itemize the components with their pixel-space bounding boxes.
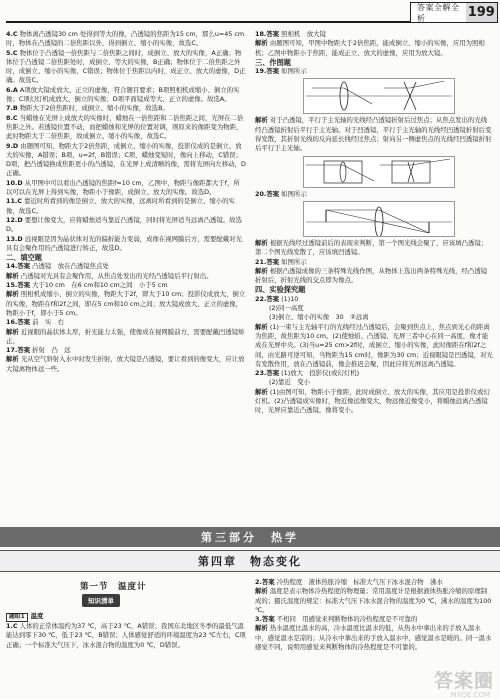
answer-item	[255, 258, 493, 267]
answer-number: 解析	[255, 39, 268, 48]
watermark-url: MXQE.COM	[450, 691, 490, 699]
answer-text: (3)倒立、缩小的实像 30 ②远离	[269, 313, 369, 322]
answer-text: 温度是表示物体冷热程度的物理量；常用温度计是根据液体热胀冷缩的原理制成的；摄氏温度的规定：标准大气压下冰水混合物的温度为0 ℃，沸水的温度为100 ℃。	[255, 587, 492, 614]
fill-answers	[6, 262, 246, 374]
answer-number: 16.答案	[6, 318, 31, 327]
answer-number: 解析	[6, 327, 19, 336]
answer-item	[255, 578, 493, 587]
answer-number: 解析	[255, 624, 268, 633]
answer-text: 如图所示	[281, 67, 307, 76]
answer-number: 解析	[255, 387, 268, 396]
answer-item	[6, 49, 246, 86]
answer-item	[6, 104, 246, 113]
answer-item	[255, 239, 493, 258]
answer-number: 7.B	[6, 104, 18, 113]
answer-item	[6, 272, 246, 281]
chapter-title: 第四章 物态变化	[198, 555, 302, 568]
answer-text: 近视眼的晶状体太厚，折光能力太强，使像成在视网膜前方，需要配戴凹透镜矫正。	[6, 327, 245, 345]
answer-item	[6, 216, 246, 235]
answer-text: 照相机 放大镜	[281, 30, 326, 38]
answer-number: 22.答案	[255, 294, 280, 303]
answer-text: 如图所示	[281, 189, 307, 198]
exp-section-title: 四、实验探究题	[255, 285, 306, 295]
answer-item	[255, 267, 493, 286]
answer-item	[255, 39, 493, 58]
page-number: 199	[466, 3, 497, 22]
answer-number: 21.答案	[255, 257, 280, 266]
answer-number: 解析	[255, 587, 268, 596]
answer-number: 解析	[255, 322, 268, 331]
answer-number: 17.答案	[6, 346, 31, 355]
answer-item	[6, 197, 246, 216]
answer-text: 由题图可知，甲图中物距大于2倍焦距，能成倒立、缩小的实像，应用为照相机；乙图中物距小于焦距，能成正立、放大的虚像，应用为放大镜。	[255, 39, 485, 57]
answer-text: 不相同 用感觉来判断物体的冷热程度是不可靠的	[276, 615, 418, 624]
answer-text: 光从空气斜射入水中时发生折射，放大镜是凸透镜，要让看到的像变大，应让放大镜离物体远一些。	[6, 355, 245, 373]
answer-item	[6, 281, 246, 290]
answer-item	[255, 304, 493, 313]
answer-item	[255, 388, 493, 416]
answer-number: 23.答案	[255, 369, 280, 378]
answer-item	[255, 30, 493, 39]
answer-number: 18.答案	[255, 30, 280, 38]
answer-text: (1)放大 投影仪(或幻灯机)	[281, 369, 360, 378]
answer-item	[6, 114, 246, 142]
answer-text: 根据光线经过透镜前后的表现来判断，第一个图光线会聚了，应该填凸透镜；第二个图光线发散了，应该填凹透镜。	[255, 238, 488, 257]
answer-item	[6, 290, 246, 318]
answer-number: 2.答案	[255, 578, 275, 586]
answer-item	[6, 328, 246, 347]
answer-text: 前 实 右	[32, 318, 65, 327]
answer-item	[6, 142, 246, 179]
answer-text: 物体离凸透镜30 cm 处得到等大的像，凸透镜的焦距为15 cm，那么u=45 cm时，物体在凸透镜的二倍焦距以外，得到倒立、缩小的实像，故选C。	[6, 30, 245, 48]
answer-item	[6, 622, 246, 650]
answer-text: (1)由图可知，物距小于像距，此时成倒立、放大的实像，其应用是投影仪或幻灯机。(2)凸透镜成实像时，物近像远像变大，物远像近像变小，将蜡烛远离凸透镜时，光屏应靠近凸透镜，像将变小。	[255, 387, 490, 415]
lens-diagram	[303, 201, 455, 237]
answer-number: 8.C	[6, 113, 18, 122]
answer-text: 热水温度比温水的高，冷水温度比温水的低，从热水中拿出来的手放入温水中，感觉温水是凉的；从冷水中拿出来的手放入温水中，感觉温水是暖的。同一温水感觉不同，说明用感觉来判断物体的冷热程度是不可靠的。	[255, 624, 492, 652]
part-title: 第三部分 热学	[201, 531, 299, 544]
bottom-left-column	[6, 612, 246, 650]
answer-item	[6, 179, 246, 198]
chapter-banner	[0, 550, 500, 572]
part-banner	[0, 527, 500, 547]
draw-section-title: 三、作图题	[255, 57, 291, 67]
answer-item	[255, 323, 493, 369]
answer-number: 5.C	[6, 48, 18, 57]
answer-text: 冷热程度 液体热胀冷缩 标准大气压下冰水混合物 沸水	[276, 578, 443, 586]
answer-item	[6, 346, 246, 355]
answer-item	[255, 624, 493, 652]
knowledge-badge: 知识清单	[82, 594, 120, 607]
answer-number: 6.A	[6, 85, 18, 94]
answer-item	[255, 378, 493, 387]
answer-number: 1.C	[6, 622, 18, 630]
answer-text: 大于10 cm 在6 cm和10 cm之间 小于5 cm	[32, 281, 168, 290]
answer-text: 由题图可知，物距大于2倍焦距，成倒立、缩小的实像，投影仪成的是倒立、放大的实像，A错误；B项，u=2f，B错误；C项，蜡烛变短时，像向上移动，C错误；D项，把凸透镜换成焦距更小的凸透镜，在光屏上成清晰的像，需将光屏向左移动，D正确。	[6, 141, 246, 178]
answer-text: 人体的正常体温约为37 ℃，高于23 ℃，A错误；我国东北地区冬季的最低气温能达到零下30 ℃，低于23 ℃，B错误；人体感觉舒适的环境温度为23 ℃左右，C项正确；一个标准大气压下，冰水混合物的温度为0 ℃，D错误。	[6, 622, 246, 649]
answer-text: 凸透镜对光具有会聚作用，从焦点处发出的光经凸透镜后平行射出。	[20, 271, 213, 280]
answer-text: 如图所示	[281, 257, 307, 266]
answer-number: 3.答案	[255, 615, 275, 624]
answer-number: 解析	[255, 116, 268, 125]
answer-item	[6, 262, 246, 271]
answer-number: 9.D	[6, 141, 19, 150]
header-box	[410, 2, 498, 23]
experiment-answers	[255, 295, 493, 416]
lens-diagram	[303, 78, 455, 114]
answer-number: 解析	[255, 238, 268, 247]
left-column	[6, 30, 246, 374]
section-title: 第一节 温度计	[80, 582, 147, 592]
answer-number: 12.D	[6, 215, 23, 224]
answer-number: 14.答案	[6, 262, 31, 271]
bottom-right-column	[255, 578, 493, 652]
answer-text: 物距大于2倍焦距时，成倒立、缩小的实像，故选B。	[19, 104, 169, 113]
answer-item	[6, 235, 246, 254]
answer-number: 10.D	[6, 178, 23, 187]
answer-item	[6, 86, 246, 105]
topic-tag: 题组1	[6, 613, 28, 622]
choice-answers	[6, 30, 246, 253]
answer-text: (2)同一高度	[269, 304, 304, 313]
answer-item	[255, 190, 493, 199]
answer-number: 解析	[6, 290, 19, 299]
answer-item	[255, 295, 493, 304]
drawing-answers	[255, 67, 493, 285]
answer-text: 对于凸透镜，平行于主光轴的光线经凸透镜折射后过焦点；从焦点发出的光线经凸透镜折射后平行于主光轴。对于凹透镜，平行于主光轴的光线经凹透镜折射后变得发散，其折射光线的反向延长线经过焦点；射向另一侧虚焦点的光线经凹透镜折射后平行于主光轴。	[255, 116, 492, 153]
answer-number: 解析	[6, 271, 19, 280]
answer-item	[255, 116, 493, 153]
answer-text: (1)10	[281, 294, 299, 303]
answer-number: 15.答案	[6, 281, 31, 290]
answer-text: 要想让像变大，应将蜡烛适当靠近凸透镜，同时将光屏适当远离凸透镜。故选D。	[6, 215, 242, 234]
answer-number: 20.答案	[255, 189, 280, 198]
answer-number: 11.C	[6, 197, 23, 206]
header-subtitle: 答案全解全析	[417, 2, 460, 23]
temperature-answers	[255, 578, 493, 652]
answer-text: (1)一束与主光轴平行的光线经过凸透镜后，会聚到焦点上，焦点到光心的距离为焦距，故焦距为10 cm。(2)使烛焰、凸透镜、光屏三者中心在同一高度，像才能成在光屏中央。(3)当u=25 cm>2f时，成倒立、缩小的实像，此时像距在f和2f之间，由光路可逆可知，当物距为15 cm时，像距为30 cm；近视眼镜是凹透镜，对光有发散作用，放在凸透镜前，像会推迟会聚，因此应将光屏远离凸透镜。	[255, 322, 493, 368]
answer-item	[255, 67, 493, 76]
answer-text: (2)靠近 变小	[269, 378, 311, 387]
answer-item	[6, 355, 246, 374]
answer-18	[255, 30, 493, 58]
answer-number: 19.答案	[255, 67, 280, 76]
answer-item	[255, 587, 493, 615]
answer-number: 解析	[6, 355, 19, 364]
right-column	[255, 30, 493, 416]
answer-item	[6, 318, 246, 327]
answer-text: 折射 凸 远	[32, 346, 71, 355]
answer-text: 靠近时所看到的像是倒立、放大的实像，远离时所看到的是倒立、缩小的实像，故选C。	[6, 197, 235, 215]
topic-title: 温度	[30, 612, 44, 620]
answer-text: 照相机成缩小、倒立的实像，物距大于2f，即大于10 cm；投影仪成放大、倒立的实像，物距在f和2f之间，即在5 cm和10 cm之间；放大镜成放大、正立的虚像，物距小于f，即小于5 cm。	[6, 290, 246, 317]
watermark-logo: 答案圈	[433, 670, 494, 692]
fill-section-title: 二、填空题	[6, 253, 42, 263]
lens-diagram	[303, 156, 455, 188]
answer-number: 4.C	[6, 30, 18, 38]
answer-number: 解析	[255, 266, 268, 275]
answer-text: 根据凸透镜成像的三条特殊光线作图，从物体上选出两条特殊光线，经凸透镜折射后，折射光线的交点即为像点。	[255, 266, 488, 285]
topic-answers	[6, 622, 246, 650]
header-rule	[6, 21, 412, 23]
answer-text: 物体位于凸透镜一倍焦距与二倍焦距之间时，成倒立、放大的实像，A正确；物体位于凸透镜二倍焦距处时，成倒立、等大的实像，B正确；物体位于二倍焦距之外时，成倒立、缩小的实像，C错误；物体位于焦距以内时，成正立、放大的虚像，D正确。故选C。	[6, 48, 246, 85]
answer-text: 从甲图中可以看出凸透镜的焦距f=10 cm，乙图中，物距与像距都大于f，所以可以在光屏上得到实像，物距小于像距，成倒立、放大的实像。故选D。	[6, 178, 240, 197]
page-header	[0, 0, 500, 24]
answer-item	[6, 30, 246, 49]
answer-number: 13.D	[6, 234, 23, 243]
answer-text: 远视眼是因为晶状体对光的偏折能力变弱，成像在视网膜后方，需要配戴对光具有会聚作用的凸透镜进行矫正，故选D。	[6, 234, 242, 252]
answer-text: 当蜡烛在光屏上成放大的实像时，蜡烛在一倍焦距和二倍焦距之间，光屏在二倍焦距之外。若透镜位置不动，而把蜡烛和光屏的位置对调，则原来的像距变为物距，此时物距大于二倍焦距，故成倒立、缩小的实像，故选C。	[6, 113, 244, 141]
answer-item	[255, 313, 493, 322]
answer-text: 凸透镜 放在凸透镜焦点处	[32, 262, 109, 271]
answer-text: A项放大镜成放大、正立的虚像，符合题目要求；B项照相机成缩小、倒立的实像；C项幻灯机成放大、倒立的实像；D项平面镜成等大、正立的虚像。故选A。	[6, 85, 240, 104]
